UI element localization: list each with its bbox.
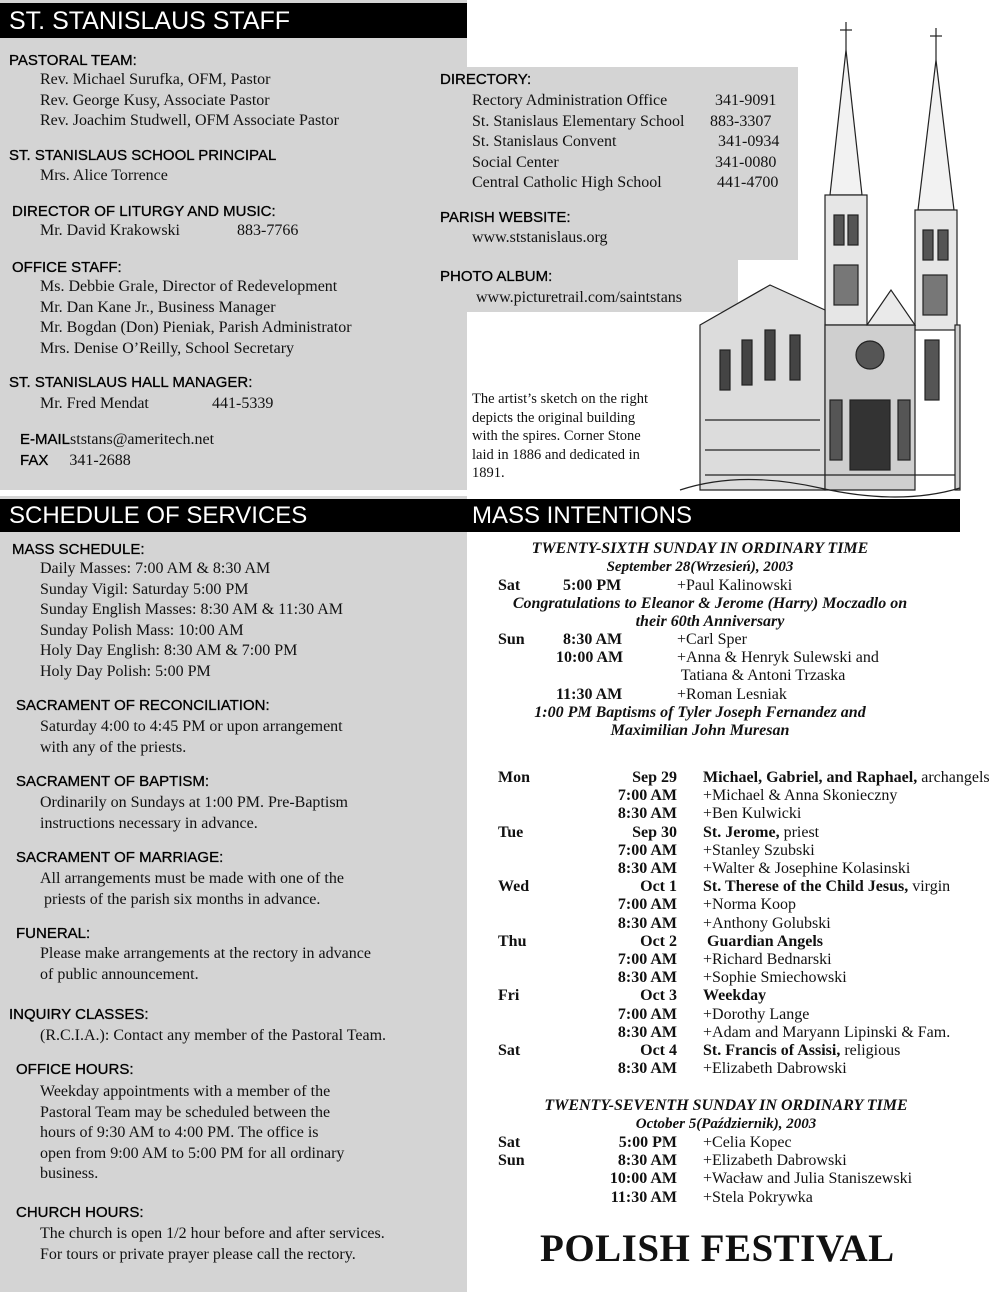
intention-time: Sep 30 (632, 823, 677, 841)
office-hours-line: Weekday appointments with a member of the (40, 1083, 331, 1100)
church-hours-text (40, 1224, 385, 1265)
intention-text: St. Francis of Assisi, (703, 1042, 841, 1060)
intention-text: +Roman Lesniak (677, 685, 787, 703)
baptisms-line: 1:00 PM Baptisms of Tyler Joseph Fernandez and (534, 704, 866, 721)
sunday1-date: September 28(Wrzesień), 2003 (606, 559, 794, 575)
intention-time: 7:00 AM (617, 1005, 677, 1023)
website-heading: PARISH WEBSITE: (440, 209, 571, 226)
church-sketch-image (680, 20, 960, 498)
funeral-line: Please make arrangements at the rectory in advance (40, 945, 371, 962)
intentions-title: MASS INTENTIONS (472, 502, 693, 529)
pastoral-item: Rev. George Kusy, Associate Pastor (40, 91, 270, 109)
intention-row (498, 1134, 960, 1152)
intention-text: +Elizabeth Dabrowski (703, 1060, 847, 1078)
church-hours-heading: CHURCH HOURS: (16, 1204, 144, 1221)
intention-text: Weekday (703, 987, 767, 1005)
intention-row-sat1 (498, 577, 792, 595)
intention-time: Oct 1 (640, 878, 677, 896)
baptism-text (40, 793, 348, 834)
intentions-title-bar (467, 499, 960, 532)
intention-row (498, 933, 960, 951)
intention-time: 8:30 AM (617, 1152, 677, 1170)
sunday2-date: October 5(Październik), 2003 (635, 1116, 817, 1132)
office-staff-item: Mrs. Denise O’Reilly, School Secretary (40, 339, 295, 357)
church-hours-line: For tours or private prayer please call the rectory. (40, 1245, 356, 1263)
intention-text: +Stela Pokrywka (703, 1188, 813, 1206)
office-hours-heading: OFFICE HOURS: (16, 1061, 134, 1078)
intention-row (498, 1189, 960, 1207)
mass-schedule-item: Holy Day English: 8:30 AM & 7:00 PM (40, 642, 298, 659)
intention-text: +Norma Koop (703, 896, 797, 914)
intention-note: priest (779, 823, 820, 841)
intention-text: +Michael & Anna Skonieczny (703, 787, 898, 805)
intention-day: Tue (498, 823, 524, 841)
email-label: E-MAIL (20, 431, 71, 448)
intention-row (498, 769, 990, 787)
caption-line: The artist’s sketch on the right (472, 391, 648, 407)
intention-row (498, 805, 960, 823)
principal-name: Mrs. Alice Torrence (40, 167, 168, 184)
intention-time: 10:00 AM (609, 1170, 677, 1188)
intention-text: +Carl Sper (677, 631, 747, 648)
office-hours-text (40, 1082, 344, 1185)
intention-row (498, 969, 960, 987)
intention-text: +Walter & Josephine Kolasinski (703, 860, 911, 878)
intention-time: Oct 2 (640, 932, 677, 950)
intention-row (498, 987, 960, 1005)
inquiry-heading: INQUIRY CLASSES: (9, 1006, 149, 1023)
intention-text: +Celia Kopec (703, 1134, 792, 1151)
sunday1-title: TWENTY-SIXTH SUNDAY IN ORDINARY TIME (531, 540, 869, 557)
mass-schedule-item: Sunday English Masses: 8:30 AM & 11:30 AM (40, 601, 343, 618)
funeral-heading: FUNERAL: (16, 925, 91, 942)
reconciliation-line: with any of the priests. (40, 738, 187, 756)
sketch-caption (472, 390, 648, 483)
intention-row (498, 1024, 960, 1042)
intention-time: 5:00 PM (618, 1134, 677, 1151)
website-link[interactable]: www.ststanislaus.org (472, 229, 608, 246)
caption-line: with the spires. Corner Stone (472, 428, 641, 444)
marriage-line: priests of the parish six months in advance. (40, 890, 321, 908)
directory-name: Central Catholic High School (472, 174, 662, 191)
intention-time: 8:30 AM (563, 631, 623, 648)
intention-day: Sun (498, 631, 525, 648)
liturgy-phone: 883-7766 (237, 222, 299, 239)
intention-text: St. Therese of the Child Jesus, (703, 878, 909, 896)
baptisms-note (470, 704, 930, 740)
intention-note: religious (840, 1042, 901, 1060)
intention-time: 8:30 AM (617, 1023, 677, 1041)
intention-day: Sun (498, 1152, 525, 1170)
fax-row (20, 451, 131, 472)
intention-text: Tatiana & Antoni Trzaska (677, 667, 846, 685)
intention-note: archangels (917, 769, 990, 786)
fax-label: FAX (20, 452, 49, 469)
directory-phone: 341-0080 (715, 153, 777, 171)
intention-time: 7:00 AM (617, 841, 677, 859)
funeral-line: of public announcement. (40, 965, 199, 983)
pastoral-list (40, 70, 339, 132)
fax-number: 341-2688 (69, 452, 131, 469)
mass-schedule-item: Sunday Vigil: Saturday 5:00 PM (40, 580, 249, 598)
office-staff-item: Ms. Debbie Grale, Director of Redevelopment (40, 278, 338, 295)
office-staff-item: Mr. Dan Kane Jr., Business Manager (40, 298, 276, 316)
intention-time: 8:30 AM (617, 805, 677, 823)
sun1-rows (498, 631, 879, 704)
intention-row (498, 1152, 960, 1170)
sunday2-intentions (498, 1134, 960, 1207)
intention-text: +Paul Kalinowski (677, 577, 793, 594)
intention-text: Michael, Gabriel, and Raphael, (703, 769, 918, 786)
directory-name: St. Stanislaus Convent (472, 133, 617, 150)
intention-time: Oct 3 (640, 987, 677, 1005)
intention-row (498, 860, 960, 878)
intention-day: Sat (498, 577, 521, 594)
directory-phone: 441-4700 (717, 174, 779, 191)
intention-text: +Ben Kulwicki (703, 805, 802, 823)
reconciliation-text (40, 717, 343, 758)
intention-time: 11:30 AM (556, 685, 623, 703)
liturgy-heading: DIRECTOR OF LITURGY AND MUSIC: (12, 203, 276, 220)
intention-day: Sat (498, 1042, 521, 1060)
intention-text: +Richard Bednarski (703, 951, 832, 969)
office-staff-heading: OFFICE STAFF: (12, 259, 122, 276)
baptism-line: Ordinarily on Sundays at 1:00 PM. Pre-Baptism (40, 794, 348, 811)
intention-row (498, 915, 960, 933)
email-row (20, 430, 214, 451)
caption-line: laid in 1886 and dedicated in (472, 446, 640, 463)
intention-row (498, 1060, 960, 1078)
mass-schedule-list (40, 559, 343, 682)
intention-text: +Elizabeth Dabrowski (703, 1152, 847, 1170)
intention-text: +Wacław and Julia Staniszewski (703, 1170, 913, 1188)
intention-time: 8:30 AM (617, 969, 677, 987)
intention-text: +Anna & Henryk Sulewski and (677, 649, 879, 667)
office-hours-line: open from 9:00 AM to 5:00 PM for all ordinary (40, 1144, 345, 1162)
intention-time: 10:00 AM (556, 649, 624, 667)
mass-schedule-item: Holy Day Polish: 5:00 PM (40, 662, 211, 680)
schedule-title: SCHEDULE OF SERVICES (9, 502, 308, 529)
mass-schedule-item: Daily Masses: 7:00 AM & 8:30 AM (40, 560, 271, 577)
congrats-note (470, 595, 950, 631)
polish-festival-heading: POLISH FESTIVAL (540, 1227, 895, 1270)
reconciliation-heading: SACRAMENT OF RECONCILIATION: (16, 697, 270, 714)
intention-time: 8:30 AM (617, 1060, 677, 1078)
pastoral-item: Rev. Joachim Studwell, OFM Associate Pastor (40, 112, 339, 129)
caption-line: depicts the original building (472, 409, 636, 426)
baptisms-line: Maximilian John Muresan (610, 722, 790, 740)
intention-day: Wed (498, 878, 530, 896)
congrats-line: Congratulations to Eleanor & Jerome (Harry) Moczadlo on (512, 595, 908, 612)
email-address: ststans@ameritech.net (70, 431, 215, 448)
intention-text: +Dorothy Lange (703, 1005, 810, 1023)
marriage-text (40, 869, 344, 910)
staff-title: ST. STANISLAUS STAFF (9, 7, 291, 35)
congrats-line: their 60th Anniversary (635, 613, 785, 631)
office-hours-line: business. (40, 1165, 99, 1182)
directory-phone: 883-3307 (710, 112, 772, 130)
intention-day: Sat (498, 1134, 521, 1151)
intention-time: 7:00 AM (617, 951, 677, 969)
marriage-heading: SACRAMENT OF MARRIAGE: (16, 849, 224, 866)
inquiry-text: (R.C.I.A.): Contact any member of the Pastoral Team. (40, 1027, 387, 1044)
intention-note: virgin (908, 878, 951, 896)
intention-row (498, 824, 960, 842)
intention-row (498, 1006, 960, 1024)
pastoral-item: Rev. Michael Surufka, OFM, Pastor (40, 71, 271, 88)
reconciliation-line: Saturday 4:00 to 4:45 PM or upon arrangement (40, 718, 343, 735)
directory-phone: 341-0934 (718, 133, 780, 150)
intention-row (498, 1170, 960, 1188)
church-hours-line: The church is open 1/2 hour before and after services. (40, 1225, 385, 1242)
intention-text: +Anthony Golubski (703, 914, 831, 932)
album-heading: PHOTO ALBUM: (440, 268, 553, 285)
directory-phone: 341-9091 (715, 92, 777, 109)
directory-name: Social Center (472, 153, 559, 171)
directory-name: St. Stanislaus Elementary School (472, 112, 685, 130)
intention-row (498, 878, 960, 896)
intention-time: 5:00 PM (563, 577, 622, 594)
principal-heading: ST. STANISLAUS SCHOOL PRINCIPAL (9, 147, 277, 164)
directory-name: Rectory Administration Office (472, 92, 668, 109)
intention-row (498, 787, 960, 805)
intention-row (498, 842, 960, 860)
caption-line: 1891. (472, 465, 505, 481)
liturgy-name: Mr. David Krakowski (40, 222, 180, 239)
directory-heading: DIRECTORY: (440, 71, 532, 88)
hall-phone: 441-5339 (212, 395, 274, 412)
intention-row (498, 1042, 960, 1060)
intention-text: +Stanley Szubski (703, 841, 815, 859)
staff-title-bar (0, 3, 467, 38)
funeral-text (40, 944, 371, 985)
weekday-intentions (498, 769, 990, 1078)
sunday2-title: TWENTY-SEVENTH SUNDAY IN ORDINARY TIME (544, 1097, 908, 1114)
intention-row (498, 951, 960, 969)
office-staff-item: Mr. Bogdan (Don) Pieniak, Parish Administrator (40, 319, 352, 336)
intention-day: Thu (498, 932, 527, 950)
intention-text: Guardian Angels (703, 932, 824, 950)
marriage-line: All arrangements must be made with one of the (40, 870, 344, 887)
office-hours-line: hours of 9:30 AM to 4:00 PM. The office is (40, 1124, 319, 1141)
hall-heading: ST. STANISLAUS HALL MANAGER: (9, 374, 253, 391)
baptism-heading: SACRAMENT OF BAPTISM: (16, 773, 210, 790)
intention-time: 7:00 AM (617, 787, 677, 805)
album-link[interactable]: www.picturetrail.com/saintstans (476, 289, 683, 306)
mass-schedule-heading: MASS SCHEDULE: (12, 541, 145, 558)
intention-day: Mon (498, 769, 530, 786)
office-staff-list (40, 277, 352, 359)
intention-time: Sep 29 (632, 769, 677, 786)
intention-time: 11:30 AM (610, 1188, 677, 1206)
baptism-line: instructions necessary in advance. (40, 814, 258, 832)
office-hours-line: Pastoral Team may be scheduled between the (40, 1103, 331, 1121)
intention-text: +Sophie Smiechowski (703, 969, 847, 987)
schedule-title-bar (0, 499, 467, 532)
pastoral-heading: PASTORAL TEAM: (9, 52, 137, 69)
mass-schedule-item: Sunday Polish Mass: 10:00 AM (40, 621, 244, 639)
hall-name: Mr. Fred Mendat (40, 395, 149, 412)
intention-time: 8:30 AM (617, 914, 677, 932)
intention-time: Oct 4 (640, 1042, 677, 1060)
intention-time: 7:00 AM (617, 896, 677, 914)
intention-text: +Adam and Maryann Lipinski & Fam. (703, 1023, 951, 1041)
intention-text: St. Jerome, (703, 823, 780, 841)
intention-day: Fri (498, 987, 520, 1005)
intention-row (498, 896, 960, 914)
intention-time: 8:30 AM (617, 860, 677, 878)
